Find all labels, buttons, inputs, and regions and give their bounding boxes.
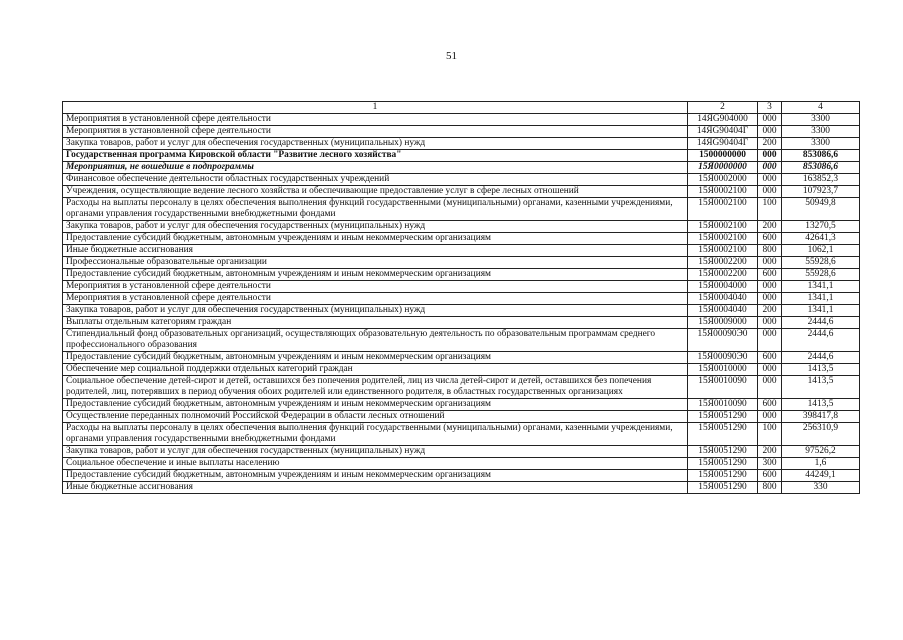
cell-expense-type: 100 xyxy=(758,423,782,446)
cell-amount: 1341,1 xyxy=(782,293,860,305)
cell-expense-type: 600 xyxy=(758,233,782,245)
cell-expense-type: 000 xyxy=(758,150,782,162)
cell-code: 15Я00090Э0 xyxy=(688,352,758,364)
cell-name: Иные бюджетные ассигнования xyxy=(63,482,688,494)
cell-code: 15Я0002100 xyxy=(688,221,758,233)
table-row xyxy=(63,376,860,399)
cell-expense-type: 000 xyxy=(758,257,782,269)
cell-amount: 2444,6 xyxy=(782,317,860,329)
cell-expense-type: 100 xyxy=(758,198,782,221)
table-row xyxy=(63,470,860,482)
cell-expense-type: 000 xyxy=(758,364,782,376)
table-row xyxy=(63,281,860,293)
cell-expense-type: 300 xyxy=(758,458,782,470)
cell-amount: 398417,8 xyxy=(782,411,860,423)
cell-code: 15Я0051290 xyxy=(688,446,758,458)
cell-expense-type: 000 xyxy=(758,174,782,186)
table-row xyxy=(63,198,860,221)
table-row xyxy=(63,126,860,138)
cell-amount: 163852,3 xyxy=(782,174,860,186)
table-row xyxy=(63,233,860,245)
cell-code: 15Я0004040 xyxy=(688,305,758,317)
table-body xyxy=(63,102,860,494)
cell-expense-type: 600 xyxy=(758,269,782,281)
cell-amount: 42641,3 xyxy=(782,233,860,245)
cell-name: Предоставление субсидий бюджетным, автономным учреждениям и иным некоммерческим организациям xyxy=(63,233,688,245)
cell-code: 15Я0004000 xyxy=(688,281,758,293)
table-row xyxy=(63,446,860,458)
cell-amount: 107923,7 xyxy=(782,186,860,198)
cell-amount: 55928,6 xyxy=(782,257,860,269)
cell-amount: 1,6 xyxy=(782,458,860,470)
cell-amount: 1413,5 xyxy=(782,399,860,411)
cell-name: Стипендиальный фонд образовательных организаций, осуществляющих образовательную деятельность по образовательным программам среднего профессионального образования xyxy=(63,329,688,352)
cell-name: Мероприятия в установленной сфере деятельности xyxy=(63,293,688,305)
cell-amount: 55928,6 xyxy=(782,269,860,281)
cell-code: 15Я0002000 xyxy=(688,174,758,186)
cell-code: 15Я0002100 xyxy=(688,198,758,221)
cell-amount: 330 xyxy=(782,482,860,494)
cell-code: 1500000000 xyxy=(688,150,758,162)
cell-code: 15Я0051290 xyxy=(688,470,758,482)
cell-name: Закупка товаров, работ и услуг для обеспечения государственных (муниципальных) нужд xyxy=(63,305,688,317)
cell-name: Финансовое обеспечение деятельности областных государственных учреждений xyxy=(63,174,688,186)
cell-code: 14ЯG904000 xyxy=(688,114,758,126)
cell-amount: 853086,6 xyxy=(782,150,860,162)
cell-name: Социальное обеспечение и иные выплаты населению xyxy=(63,458,688,470)
cell-amount: 2444,6 xyxy=(782,352,860,364)
cell-code: 15Я0000000 xyxy=(688,162,758,174)
cell-expense-type: 000 xyxy=(758,411,782,423)
cell-code: 15Я0051290 xyxy=(688,482,758,494)
cell-expense-type: 000 xyxy=(758,293,782,305)
table-row xyxy=(63,269,860,281)
budget-table xyxy=(62,101,860,494)
cell-expense-type: 200 xyxy=(758,221,782,233)
cell-code: 15Я00090Э0 xyxy=(688,329,758,352)
cell-code: 15Я0009000 xyxy=(688,317,758,329)
cell-code: 15Я0010090 xyxy=(688,399,758,411)
cell-name: Мероприятия в установленной сфере деятельности xyxy=(63,281,688,293)
page-number: 51 xyxy=(446,50,457,62)
table-row xyxy=(63,364,860,376)
cell-expense-type: 000 xyxy=(758,162,782,174)
cell-expense-type: 600 xyxy=(758,470,782,482)
cell-expense-type: 000 xyxy=(758,376,782,399)
table-row xyxy=(63,317,860,329)
cell-expense-type: 000 xyxy=(758,126,782,138)
cell-name: Мероприятия, не вошедшие в подпрограммы xyxy=(63,162,688,174)
cell-name: Обеспечение мер социальной поддержки отдельных категорий граждан xyxy=(63,364,688,376)
cell-expense-type: 600 xyxy=(758,399,782,411)
cell-name: Иные бюджетные ассигнования xyxy=(63,245,688,257)
table-row xyxy=(63,257,860,269)
cell-name: Профессиональные образовательные организации xyxy=(63,257,688,269)
cell-code: 15Я0004040 xyxy=(688,293,758,305)
table-row xyxy=(63,186,860,198)
cell-expense-type: 000 xyxy=(758,281,782,293)
cell-code: 15Я0010090 xyxy=(688,376,758,399)
cell-code: 14ЯG90404Г xyxy=(688,138,758,150)
cell-name: Выплаты отдельным категориям граждан xyxy=(63,317,688,329)
cell-name: Закупка товаров, работ и услуг для обеспечения государственных (муниципальных) нужд xyxy=(63,446,688,458)
cell-expense-type: 200 xyxy=(758,138,782,150)
cell-name: Учреждения, осуществляющие ведение лесного хозяйства и обеспечивающие предоставление услуг в сфере лесных отношений xyxy=(63,186,688,198)
table-row xyxy=(63,150,860,162)
table-row xyxy=(63,245,860,257)
cell-code: 15Я0051290 xyxy=(688,458,758,470)
cell-name: Предоставление субсидий бюджетным, автономным учреждениям и иным некоммерческим организациям xyxy=(63,399,688,411)
cell-code: 14ЯG90404Г xyxy=(688,126,758,138)
cell-code: 15Я0002100 xyxy=(688,233,758,245)
cell-name: Расходы на выплаты персоналу в целях обеспечения выполнения функций государственными (муниципальными) органами, казенными учреждениями, органами управления государственными внебюджетными фондами xyxy=(63,198,688,221)
table-row xyxy=(63,221,860,233)
cell-code: 15Я0010000 xyxy=(688,364,758,376)
table-row xyxy=(63,399,860,411)
cell-code: 15Я0051290 xyxy=(688,411,758,423)
table-row xyxy=(63,482,860,494)
cell-amount: 3300 xyxy=(782,126,860,138)
cell-code: 15Я0002200 xyxy=(688,269,758,281)
cell-name: Закупка товаров, работ и услуг для обеспечения государственных (муниципальных) нужд xyxy=(63,221,688,233)
cell-amount: 1062,1 xyxy=(782,245,860,257)
table-row xyxy=(63,352,860,364)
cell-amount: 1413,5 xyxy=(782,364,860,376)
cell-amount: 13270,5 xyxy=(782,221,860,233)
cell-name: Мероприятия в установленной сфере деятельности xyxy=(63,126,688,138)
cell-expense-type: 000 xyxy=(758,329,782,352)
cell-amount: 853086,6 xyxy=(782,162,860,174)
cell-name: Государственная программа Кировской области "Развитие лесного хозяйства" xyxy=(63,150,688,162)
cell-amount: 1341,1 xyxy=(782,281,860,293)
cell-amount: 3300 xyxy=(782,114,860,126)
cell-expense-type: 200 xyxy=(758,305,782,317)
table-row xyxy=(63,458,860,470)
cell-name: Расходы на выплаты персоналу в целях обеспечения выполнения функций государственными (муниципальными) органами, казенными учреждениями, органами управления государственными внебюджетными фондами xyxy=(63,423,688,446)
cell-expense-type: 600 xyxy=(758,352,782,364)
header-cell-3: 3 xyxy=(758,102,782,114)
cell-expense-type: 000 xyxy=(758,317,782,329)
table-row xyxy=(63,174,860,186)
cell-name: Мероприятия в установленной сфере деятельности xyxy=(63,114,688,126)
header-cell-2: 2 xyxy=(688,102,758,114)
cell-expense-type: 200 xyxy=(758,446,782,458)
cell-amount: 2444,6 xyxy=(782,329,860,352)
cell-name: Закупка товаров, работ и услуг для обеспечения государственных (муниципальных) нужд xyxy=(63,138,688,150)
table-row xyxy=(63,411,860,423)
table-row xyxy=(63,114,860,126)
table-row xyxy=(63,423,860,446)
cell-expense-type: 800 xyxy=(758,245,782,257)
table-row xyxy=(63,162,860,174)
cell-expense-type: 800 xyxy=(758,482,782,494)
header-cell-4: 4 xyxy=(782,102,860,114)
cell-amount: 50949,8 xyxy=(782,198,860,221)
cell-code: 15Я0002200 xyxy=(688,257,758,269)
cell-code: 15Я0051290 xyxy=(688,423,758,446)
cell-code: 15Я0002100 xyxy=(688,245,758,257)
table-row xyxy=(63,305,860,317)
cell-name: Предоставление субсидий бюджетным, автономным учреждениям и иным некоммерческим организациям xyxy=(63,470,688,482)
cell-amount: 97526,2 xyxy=(782,446,860,458)
cell-amount: 1341,1 xyxy=(782,305,860,317)
table-row xyxy=(63,293,860,305)
table-row xyxy=(63,329,860,352)
cell-name: Осуществление переданных полномочий Российской Федерации в области лесных отношений xyxy=(63,411,688,423)
table-row xyxy=(63,138,860,150)
cell-name: Предоставление субсидий бюджетным, автономным учреждениям и иным некоммерческим организациям xyxy=(63,352,688,364)
cell-amount: 44249,1 xyxy=(782,470,860,482)
cell-code: 15Я0002100 xyxy=(688,186,758,198)
cell-name: Социальное обеспечение детей-сирот и детей, оставшихся без попечения родителей, лиц из числа детей-сирот и детей, оставшихся без попечения родителей, лиц, потерявших в период обучения обоих родителей или единственного родителя, в областных государственных организациях xyxy=(63,376,688,399)
cell-amount: 256310,9 xyxy=(782,423,860,446)
cell-name: Предоставление субсидий бюджетным, автономным учреждениям и иным некоммерческим организациям xyxy=(63,269,688,281)
cell-expense-type: 000 xyxy=(758,114,782,126)
cell-amount: 3300 xyxy=(782,138,860,150)
cell-amount: 1413,5 xyxy=(782,376,860,399)
cell-expense-type: 000 xyxy=(758,186,782,198)
table-header-row xyxy=(63,102,860,114)
header-cell-1: 1 xyxy=(63,102,688,114)
